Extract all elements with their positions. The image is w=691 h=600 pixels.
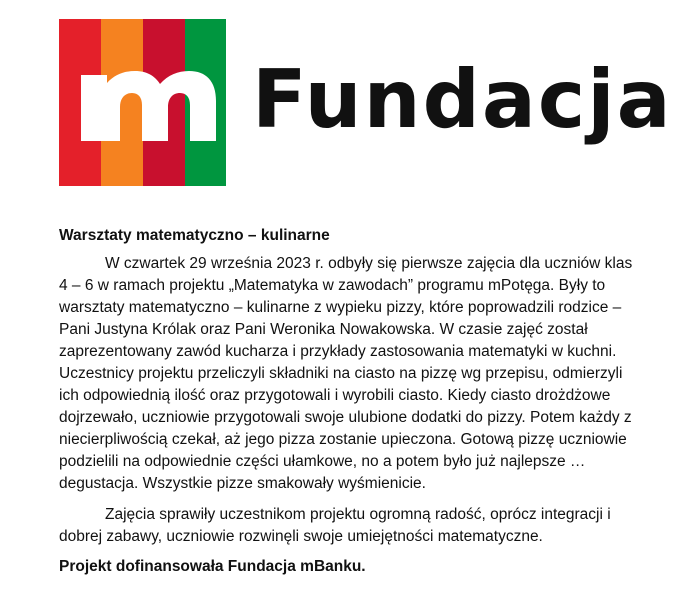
funding-note: Projekt dofinansowała Fundacja mBanku.: [59, 558, 366, 575]
article-title: Warsztaty matematyczno – kulinarne: [59, 227, 330, 244]
brand-wordmark: Fundacja: [252, 53, 673, 146]
article: [59, 225, 639, 548]
mfundacja-logo-icon: [59, 19, 226, 186]
article-paragraph: Zajęcia sprawiły uczestnikom projektu ogromną radość, oprócz integracji i dobrej zabawy, uczniowie rozwinęli swoje umiejętności matematyczne.: [59, 506, 611, 545]
article-paragraph: W czwartek 29 września 2023 r. odbyły się pierwsze zajęcia dla uczniów klas 4 – 6 w ramach projektu „Matematyka w zawodach” programu mPotęga. Były to warsztaty matematyczno – kulinarne z wypieku pizzy, które poprowadzili rodzice – Pani Justyna Królak oraz Pani Weronika Nowakowska. W czasie zajęć został zaprezentowany zawód kucharza i przykłady zastosowania matematyki w kuchni. Uczestnicy projektu przeliczyli składniki na ciasto na pizzę wg przepisu, odmierzyli ich odpowiednią ilość oraz przygotowali i wyrobili ciasto. Kiedy ciasto drożdżowe dojrzewało, uczniowie przygotowali swoje ulubione dodatki do pizzy. Potem każdy z niecierpliwością czekał, aż jego pizza zostanie upieczona. Gotową pizzę uczniowie podzielili na odpowiednie części ułamkowe, no a potem było już najlepsze … degustacja. Wszystkie pizze smakowały wyśmienicie.: [59, 255, 633, 492]
